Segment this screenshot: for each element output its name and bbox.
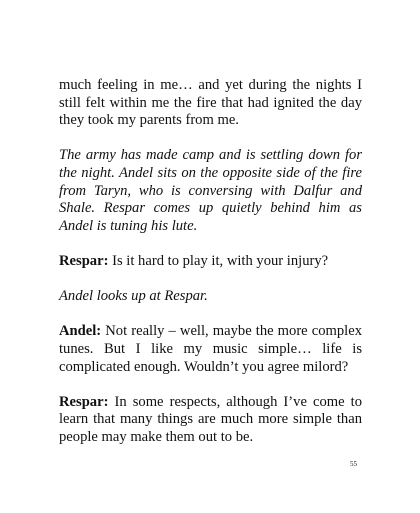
speaker-name: Andel:: [59, 323, 102, 340]
dialogue-paragraph: [59, 323, 362, 376]
narrative-paragraph: [59, 77, 362, 130]
dialogue-text: Not really – well, maybe the more complex tunes. But I like my music simple… life is complicated enough. Wouldn’t you agree milord?: [59, 323, 362, 375]
dialogue-paragraph: [59, 253, 362, 271]
speaker-name: Respar:: [59, 252, 109, 269]
paragraph-text: Andel looks up at Respar.: [59, 288, 208, 305]
stage-direction-paragraph: [59, 288, 362, 306]
speaker-name: Respar:: [59, 393, 109, 410]
dialogue-text: Is it hard to play it, with your injury?: [112, 252, 329, 269]
paragraph-text: The army has made camp and is settling down for the night. Andel sits on the opposite side of the fire from Taryn, who is conversing with Dalfur and Shale. Respar comes up quietly behind him as Andel is tuning his lute.: [59, 147, 362, 234]
dialogue-text: In some respects, although I’ve come to learn that many things are much more simple than people may make them out to be.: [59, 393, 362, 445]
page-body: [59, 77, 362, 464]
dialogue-paragraph: [59, 394, 362, 447]
stage-direction-paragraph: [59, 147, 362, 235]
paragraph-text: much feeling in me… and yet during the nights I still felt within me the fire that had ignited the day they took my parents from me.: [59, 77, 362, 129]
page-number: 55: [350, 460, 357, 468]
